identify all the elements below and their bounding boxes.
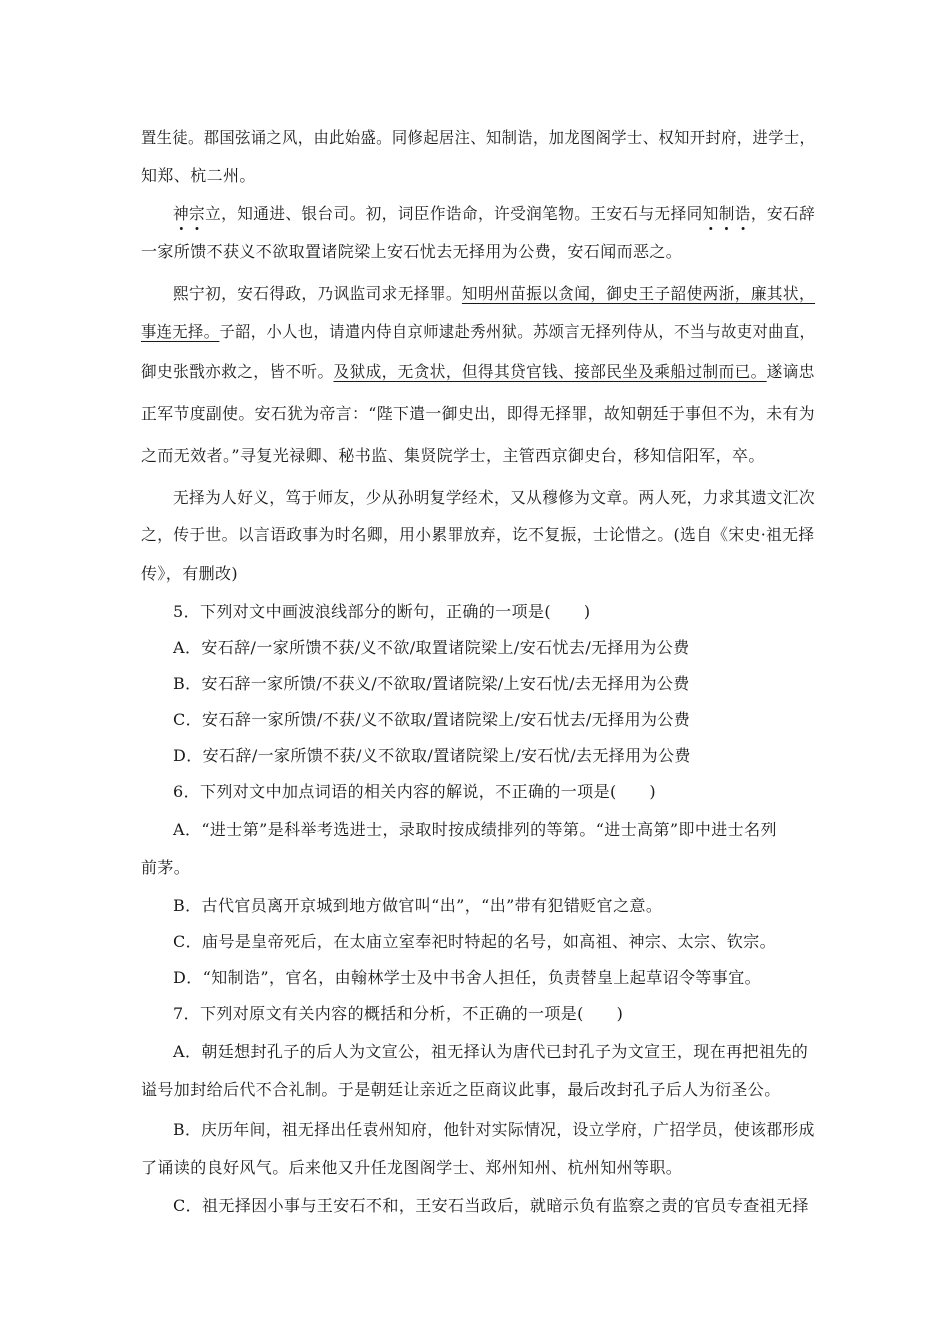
answer-option: B．安石辞一家所馈/不获义/不欲取/置诸院梁/上安石忧/去无择用为公费 <box>173 674 690 693</box>
passage-line <box>141 362 815 382</box>
passage-line: 置生徒。郡国弦诵之风，由此始盛。同修起居注、知制诰，加龙图阁学士、权知开封府，进学士， <box>141 128 816 147</box>
passage-line: 之，传于世。以言语政事为时名卿，用小累罪放弃，讫不复振，士论惜之。(选自《宋史·祖无择 <box>141 525 815 544</box>
passage-line: 知郑、杭二州。 <box>141 166 256 185</box>
underlined-sentence: 事连无择。 <box>141 322 220 341</box>
passage-line <box>173 284 815 304</box>
answer-option: B．庆历年间，祖无择出任袁州知府，他针对实际情况，设立学府，广招学员，使该郡形成 <box>173 1120 815 1139</box>
question-stem: 6．下列对文中加点词语的相关内容的解说，不正确的一项是( ) <box>173 782 657 801</box>
passage-text: 遂谪忠 <box>766 362 815 381</box>
answer-option-continued: 谥号加封给后代不合礼制。于是朝廷让亲近之臣商议此事，最后改封孔子后人为衍圣公。 <box>141 1080 781 1099</box>
dotted-char: 宗 <box>189 204 206 223</box>
answer-option: D．“知制诰”，官名，由翰林学士及中书舍人担任，负责替皇上起草诏令等事宜。 <box>173 968 761 987</box>
passage-text: 子韶，小人也，请遣内侍自京师逮赴秀州狱。苏颂言无择列侍从，不当与故吏对曲直， <box>219 322 816 341</box>
answer-option: D．安石辞/一家所馈不获/义不欲取/置诸院梁上/安石忧/去无择用为公费 <box>173 746 691 765</box>
passage-text: 熙宁初，安石得政，乃讽监司求无择罪。 <box>173 284 462 303</box>
passage-text: ，安石辞 <box>750 204 816 223</box>
answer-option-continued: 了诵读的良好风气。后来他又升任龙图阁学士、郑州知州、杭州知州等职。 <box>141 1158 683 1177</box>
passage-line <box>173 204 815 224</box>
answer-option: C．祖无择因小事与王安石不和，王安石当政后，就暗示负有监察之责的官员专查祖无择 <box>173 1196 809 1215</box>
question-stem: 5．下列对文中画波浪线部分的断句，正确的一项是( ) <box>173 602 591 621</box>
dotted-char: 神 <box>173 204 190 223</box>
answer-option: B．古代官员离开京城到地方做官叫“出”，“出”带有犯错贬官之意。 <box>173 896 663 915</box>
dotted-char: 制 <box>718 204 735 223</box>
question-stem: 7．下列对原文有关内容的概括和分析，不正确的一项是( ) <box>173 1004 624 1023</box>
underlined-sentence: 知明州苗振以贪闻，御史王子韶使两浙，廉其状， <box>461 284 816 303</box>
dotted-char: 诰 <box>734 204 751 223</box>
passage-line <box>141 322 815 342</box>
answer-option: C．庙号是皇帝死后，在太庙立室奉祀时特起的名号，如高祖、神宗、太宗、钦宗。 <box>173 932 777 951</box>
answer-option: A．“进士第”是科举考选进士，录取时按成绩排列的等第。“进士高第”即中进士名列 <box>173 820 777 839</box>
answer-option: C．安石辞一家所馈/不获/义不欲取/置诸院梁上/安石忧去/无择用为公费 <box>173 710 691 729</box>
passage-text: 御史张戬亦救之，皆不听。 <box>141 362 334 381</box>
passage-text: 立，知通进、银台司。初，词臣作诰命，许受润笔物。王安石与无择同 <box>205 204 703 223</box>
passage-line: 正军节度副使。安石犹为帝言：“陛下遣一御史出，即得无择罪，故知朝廷于事但不为，未有为 <box>141 404 815 423</box>
answer-option: A．安石辞/一家所馈不获/义不欲/取置诸院梁上/安石忧去/无择用为公费 <box>173 638 690 657</box>
underlined-sentence: 及狱成，无贪状，但得其贷官钱、接部民坐及乘船过制而已。 <box>333 362 767 381</box>
passage-line: 无择为人好义，笃于师友，少从孙明复学经术，又从穆修为文章。两人死，力求其遗文汇次 <box>173 488 816 507</box>
passage-line: 传》，有删改) <box>141 564 239 583</box>
dotted-char: 知 <box>702 204 719 223</box>
wavy-underlined-line: 一家所馈不获义不欲取置诸院梁上安石忧去无择用为公费，安石闻而恶之。 <box>141 242 683 261</box>
answer-option-continued: 前茅。 <box>141 858 191 877</box>
answer-option: A．朝廷想封孔子的后人为文宣公，祖无择认为唐代已封孔子为文宣王，现在再把祖先的 <box>173 1042 809 1061</box>
passage-line: 之而无效者。”寻复光禄卿、秘书监、集贤院学士，主管西京御史台，移知信阳军，卒。 <box>141 446 765 465</box>
